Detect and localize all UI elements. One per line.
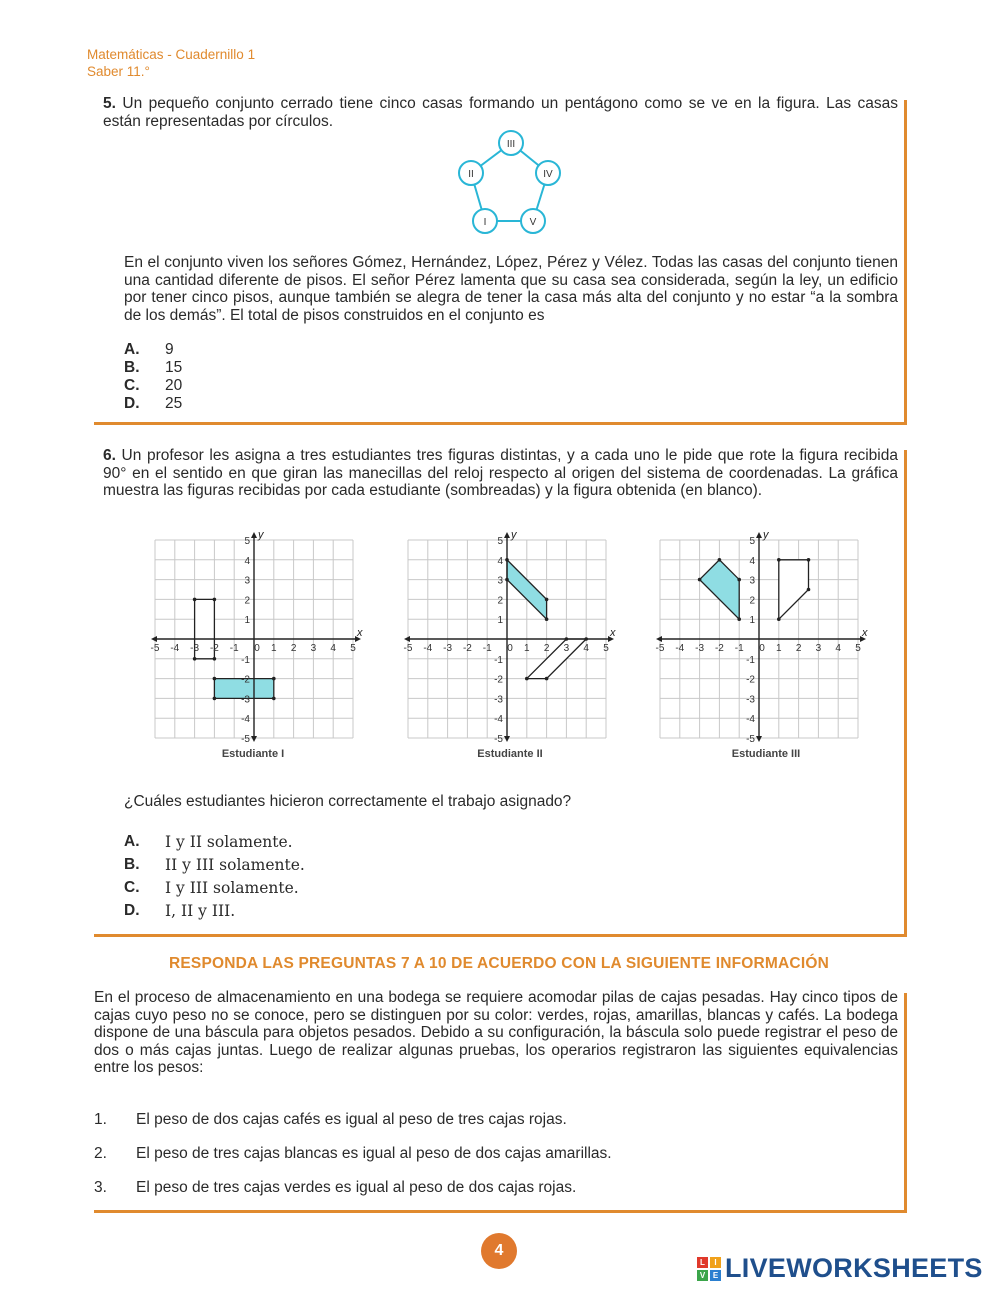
section-body: En el proceso de almacenamiento en una bodega se requiere acomodar pilas de cajas pesadas. Hay cinco tipos de cajas cuyo peso no se conoce, pero se distinguen por su color: verdes, rojas, amarillas, blancas y cafés. La bodega dispone de una báscula para objetos pesados. Debido a su configuración, la báscula solo puede registrar el peso de dos o más cajas juntas. Luego de realizar algunas pruebas, los operarios registraron las siguientes equivalencias entre los pesos: [94,989,898,1076]
x-tick-label: 4 [583,643,589,654]
section-bracket-right [904,993,907,1213]
vertex-point [193,657,197,661]
logo-cube-v: V [697,1270,708,1281]
x-tick-label: 5 [603,643,609,654]
option-text: II y III solamente. [165,856,305,874]
y-tick-label: 4 [244,555,250,567]
option-letter: B. [124,359,140,376]
x-tick-label: 3 [815,643,822,654]
vertex-point [698,578,702,582]
q5-bracket-bottom [94,422,907,425]
y-tick-label: -5 [746,734,755,745]
vertex-point [213,598,217,602]
option-letter: C. [124,879,140,896]
option-letter: D. [124,395,140,412]
x-tick-label: 0 [507,643,513,654]
logo-cubes [697,1257,721,1281]
x-tick-label: 1 [271,643,277,654]
y-tick-label: 4 [749,555,755,567]
house-label-IV: IV [543,169,553,180]
y-axis-arrow-down [756,736,762,742]
section-title: RESPONDA LAS PREGUNTAS 7 A 10 DE ACUERDO CON LA SIGUIENTE INFORMACIÓN [169,955,829,972]
vertex-point [737,617,741,621]
y-tick-label: -5 [241,734,250,745]
x-tick-label: 1 [776,643,782,654]
item-text: El peso de tres cajas blancas es igual al peso de dos cajas amarillas. [136,1145,612,1162]
outline-figure [779,560,809,619]
house-label-V: V [529,217,537,228]
house-I [473,209,497,233]
q6-question: ¿Cuáles estudiantes hicieron correctamente el trabajo asignado? [124,793,572,810]
y-tick-label: 2 [244,595,250,607]
x-tick-label: -2 [714,643,724,654]
x-tick-label: -3 [695,643,705,654]
vertex-point [213,697,217,701]
pentagon-diagram [450,128,580,236]
x-axis-label: x [357,627,363,639]
x-axis-label: x [862,627,868,639]
logo-text: LIVEWORKSHEETS [725,1253,983,1283]
header-grade: Saber 11.° [87,64,150,79]
x-tick-label: 2 [290,643,297,654]
x-tick-label: 5 [855,643,861,654]
y-tick-label: -1 [241,654,250,666]
y-tick-label: 1 [749,615,755,627]
y-axis-label: y [763,529,769,541]
vertex-point [777,617,781,621]
y-tick-label: 2 [749,595,755,607]
caption-estudiante-2: Estudiante II [477,748,543,760]
vertex-point [545,677,549,681]
vertex-point [213,657,217,661]
house-label-III: III [506,139,516,150]
y-tick-label: 4 [497,555,503,567]
q5-bracket-right [904,100,907,425]
x-tick-label: -1 [229,643,239,654]
vertex-point [213,677,217,681]
option-letter: D. [124,902,140,919]
vertex-point [807,558,811,562]
y-axis-label: y [511,529,517,541]
y-axis-arrow [251,532,257,538]
y-tick-label: 3 [497,575,503,587]
plot-estudiante-1 [150,528,365,748]
plot-estudiante-3 [655,528,870,748]
vertex-point [777,558,781,562]
y-axis-arrow [504,532,510,538]
option-text: 15 [165,359,183,376]
item-number: 1. [94,1111,107,1128]
x-tick-label: 3 [310,643,317,654]
x-tick-label: -1 [482,643,492,654]
q5-number: 5. [103,95,116,112]
house-II [459,161,483,185]
option-letter: A. [124,341,140,358]
header-subject: Matemáticas - Cuadernillo 1 [87,47,256,62]
y-tick-label: -2 [746,674,755,686]
x-axis-arrow-left [656,636,662,642]
x-tick-label: 4 [835,643,841,654]
y-tick-label: -3 [241,694,250,706]
section-bracket-bottom [94,1210,907,1213]
y-tick-label: -2 [241,674,250,686]
option-text: 9 [165,341,174,358]
y-axis-arrow-down [504,736,510,742]
item-text: El peso de tres cajas verdes es igual al peso de dos cajas rojas. [136,1179,577,1196]
x-axis-arrow-left [404,636,410,642]
x-tick-label: 5 [350,643,356,654]
y-tick-label: 2 [497,595,503,607]
x-axis-arrow-left [151,636,157,642]
house-label-I: I [483,217,487,228]
house-V [521,209,545,233]
x-tick-label: -2 [462,643,472,654]
y-tick-label: -1 [494,654,503,666]
q6-intro-text: Un profesor les asigna a tres estudiantes tres figuras distintas, y a cada uno le pide que rote la figura recibida 90° en el sentido en que giran las manecillas del reloj respecto al origen del sistema de coordenadas. La gráfica muestra las figuras recibidas por cada estudiante (sombreadas) y la figura obtenida (en blanco). [103,447,898,499]
y-axis-arrow-down [251,736,257,742]
vertex-point [807,588,811,592]
y-tick-label: 5 [244,536,250,547]
x-tick-label: 0 [759,643,765,654]
logo-cube-i: I [710,1257,721,1268]
caption-estudiante-3: Estudiante III [731,748,801,760]
x-tick-label: -3 [443,643,453,654]
vertex-point [545,617,549,621]
option-text: 20 [165,377,183,394]
x-tick-label: 2 [795,643,802,654]
caption-estudiante-1: Estudiante I [221,748,285,760]
y-tick-label: -3 [746,694,755,706]
x-tick-label: -1 [734,643,744,654]
x-tick-label: 1 [524,643,530,654]
vertex-point [272,697,276,701]
house-IV [536,161,560,185]
x-tick-label: -4 [423,643,433,654]
y-tick-label: 5 [749,536,755,547]
liveworksheets-logo[interactable] [697,1253,983,1284]
item-number: 3. [94,1179,107,1196]
x-axis-label: x [610,627,616,639]
house-label-II: II [468,169,474,180]
option-text: I y III solamente. [165,879,299,897]
x-tick-label: -3 [190,643,200,654]
q6-bracket-right [904,450,907,937]
x-tick-label: -5 [403,643,413,654]
y-tick-label: 1 [497,615,503,627]
y-tick-label: -1 [746,654,755,666]
option-letter: C. [124,377,140,394]
y-axis-label: y [258,529,264,541]
x-tick-label: 4 [330,643,336,654]
q5-intro [103,95,898,130]
plot-estudiante-2 [403,528,618,748]
y-tick-label: -4 [494,714,503,726]
x-tick-label: 2 [543,643,550,654]
option-text: 25 [165,395,183,412]
y-tick-label: 5 [497,536,503,547]
item-text: El peso de dos cajas cafés es igual al peso de tres cajas rojas. [136,1111,567,1128]
y-tick-label: 3 [244,575,250,587]
vertex-point [193,598,197,602]
option-letter: A. [124,833,140,850]
y-axis-arrow [756,532,762,538]
vertex-point [525,677,529,681]
vertex-point [737,578,741,582]
q6-intro [103,447,898,500]
vertex-point [718,558,722,562]
x-tick-label: -4 [170,643,180,654]
x-tick-label: -4 [675,643,685,654]
vertex-point [545,598,549,602]
vertex-point [272,677,276,681]
q5-intro-text: Un pequeño conjunto cerrado tiene cinco casas formando un pentágono como se ve en la figura. Las casas están representadas por círculos. [103,95,899,130]
q6-bracket-bottom [94,934,907,937]
logo-cube-e: E [710,1270,721,1281]
q6-number: 6. [103,447,116,464]
q5-body: En el conjunto viven los señores Gómez, Hernández, López, Pérez y Vélez. Todas las casas del conjunto tienen una cantidad diferente de pisos. El señor Pérez lamenta que su casa sea considerada, según la ley, un edificio por tener cinco pisos, aunque también se alegra de tener la casa más alta del conjunto y no estar “a la sombra de los demás”. El total de pisos construidos en el conjunto es [124,254,898,324]
y-tick-label: 1 [244,615,250,627]
x-tick-label: -2 [209,643,219,654]
option-text: I y II solamente. [165,833,293,851]
house-III [499,131,523,155]
page-number-badge: 4 [481,1233,517,1269]
y-tick-label: -4 [241,714,250,726]
x-tick-label: -5 [150,643,160,654]
logo-cube-l: L [697,1257,708,1268]
option-text: I, II y III. [165,902,236,920]
y-tick-label: 3 [749,575,755,587]
item-number: 2. [94,1145,107,1162]
option-letter: B. [124,856,140,873]
y-tick-label: -3 [494,694,503,706]
y-tick-label: -4 [746,714,755,726]
y-tick-label: -2 [494,674,503,686]
x-tick-label: -5 [655,643,665,654]
y-tick-label: -5 [494,734,503,745]
x-tick-label: 3 [563,643,570,654]
x-tick-label: 0 [254,643,260,654]
